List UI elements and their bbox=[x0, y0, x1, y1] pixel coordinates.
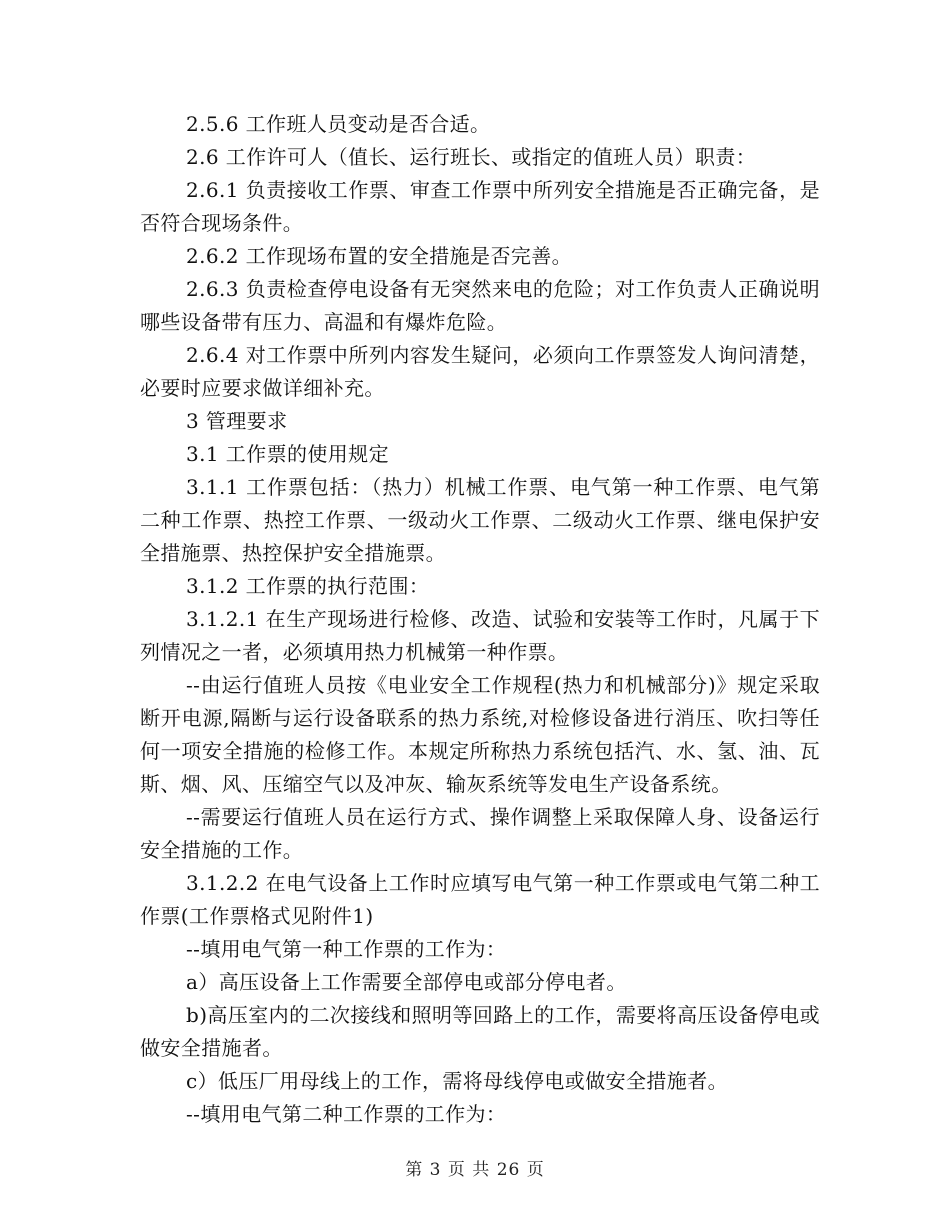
paragraph-2-6-3: 2.6.3 负责检查停电设备有无突然来电的危险；对工作负责人正确说明哪些设备带有压力、高温和有爆炸危险。 bbox=[140, 277, 820, 334]
paragraph-2-6-4: 2.6.4 对工作票中所列内容发生疑问，必须向工作票签发人询问清楚，必要时应要求做详细补充。 bbox=[140, 343, 820, 400]
section-3-1-heading: 3.1 工作票的使用规定 bbox=[186, 442, 389, 466]
paragraph-3-1-2: 3.1.2 工作票的执行范围： bbox=[186, 574, 430, 598]
paragraph-operation-safety-item: --需要运行值班人员在运行方式、操作调整上采取保障人身、设备运行安全措施的工作。 bbox=[140, 805, 820, 862]
section-3-heading: 3 管理要求 bbox=[186, 409, 288, 433]
paragraph-3-1-2-2: 3.1.2.2 在电气设备上工作时应填写电气第一种工作票或电气第二种工作票(工作票格式见附件1) bbox=[140, 871, 820, 928]
paragraph-3-1-1: 3.1.1 工作票包括：（热力）机械工作票、电气第一种工作票、电气第二种工作票、热控工作票、一级动火工作票、二级动火工作票、继电保护安全措施票、热控保护安全措施票。 bbox=[140, 475, 820, 565]
document-body bbox=[140, 108, 820, 1131]
paragraph-item-a: a）高压设备上工作需要全部停电或部分停电者。 bbox=[186, 970, 627, 994]
paragraph-item-c: c）低压厂用母线上的工作，需将母线停电或做安全措施者。 bbox=[186, 1069, 729, 1093]
paragraph-2-6-2: 2.6.2 工作现场布置的安全措施是否完善。 bbox=[186, 244, 573, 268]
paragraph-second-type-ticket-heading: --填用电气第二种工作票的工作为： bbox=[186, 1102, 507, 1126]
paragraph-2-6-1: 2.6.1 负责接收工作票、审查工作票中所列安全措施是否正确完备，是否符合现场条件。 bbox=[140, 178, 820, 235]
page-number-footer: 第 3 页 共 26 页 bbox=[405, 1160, 545, 1180]
paragraph-2-5-6: 2.5.6 工作班人员变动是否合适。 bbox=[186, 112, 491, 136]
paragraph-thermal-system-item: --由运行值班人员按《电业安全工作规程(热力和机械部分)》规定采取断开电源,隔断与运行设备联系的热力系统,对检修设备进行消压、吹扫等任何一项安全措施的检修工作。本规定所称热力系统包括汽、水、氢、油、瓦斯、烟、风、压缩空气以及冲灰、输灰系统等发电生产设备系统。 bbox=[140, 673, 820, 796]
paragraph-2-6-heading: 2.6 工作许可人（值长、运行班长、或指定的值班人员）职责： bbox=[186, 145, 757, 169]
paragraph-3-1-2-1: 3.1.2.1 在生产现场进行检修、改造、试验和安装等工作时，凡属于下列情况之一者，必须填用热力机械第一种作票。 bbox=[140, 607, 820, 664]
paragraph-item-b: b)高压室内的二次接线和照明等回路上的工作，需要将高压设备停电或做安全措施者。 bbox=[140, 1003, 820, 1060]
paragraph-first-type-ticket-heading: --填用电气第一种工作票的工作为： bbox=[186, 937, 507, 961]
